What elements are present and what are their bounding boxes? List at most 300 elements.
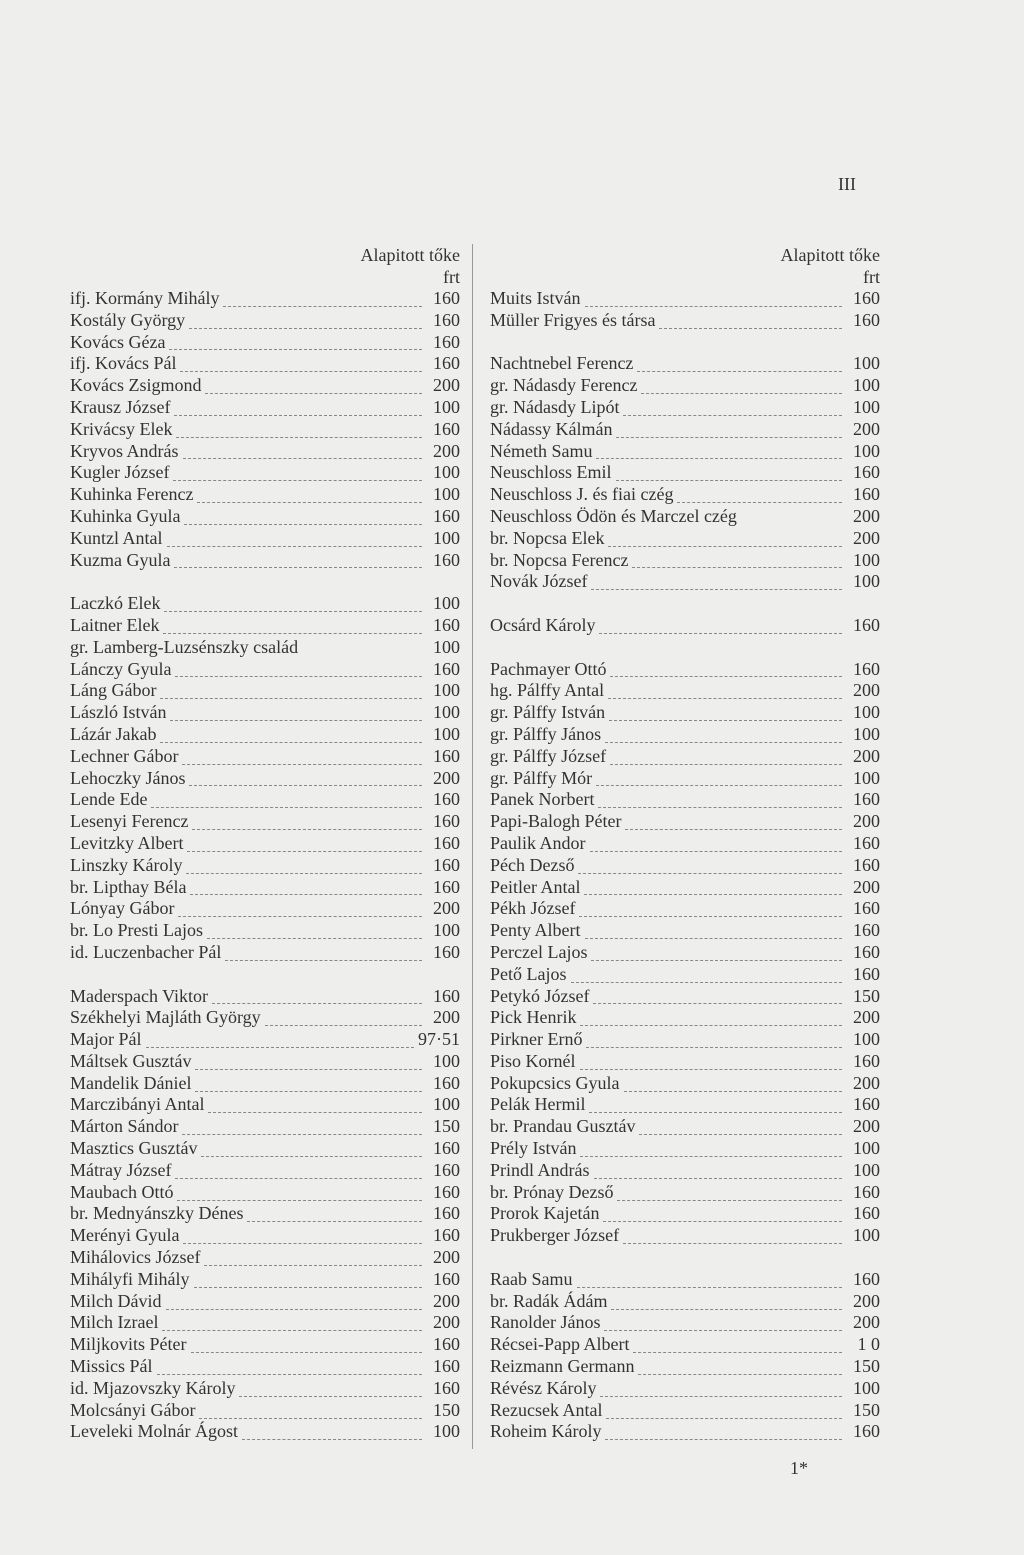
entry-value: 100 [853, 767, 880, 788]
dot-leader [638, 1359, 842, 1375]
entry-value: 100 [433, 636, 460, 657]
entry-value: 160 [433, 288, 460, 308]
entry-value: 200 [433, 898, 460, 919]
list-item [70, 659, 460, 681]
dot-leader [208, 1097, 422, 1113]
entry-name: Lechner Gábor [70, 745, 179, 766]
entry-name: Kryvos András [70, 440, 179, 461]
right-rows [490, 288, 880, 1443]
list-item [70, 811, 460, 833]
entry-value: 160 [433, 789, 460, 810]
list-item [490, 419, 880, 441]
list-item [490, 811, 880, 833]
entry-value: 200 [853, 527, 880, 548]
entry-value: 100 [433, 1421, 460, 1442]
list-item [70, 768, 460, 790]
list-item [70, 1378, 460, 1400]
list-item [490, 724, 880, 746]
dot-leader [599, 618, 842, 634]
entry-name: Panek Norbert [490, 789, 595, 810]
entry-value: 160 [853, 789, 880, 810]
entry-value: 1 0 [857, 1334, 880, 1355]
list-item [490, 746, 880, 768]
dot-leader [242, 1424, 422, 1440]
list-item [490, 1400, 880, 1422]
entry-value: 200 [853, 680, 880, 701]
dot-leader [183, 443, 423, 459]
list-item [490, 833, 880, 855]
entry-name: Prindl András [490, 1159, 590, 1180]
entry-value: 160 [433, 614, 460, 635]
entry-value: 97·51 [418, 1029, 460, 1050]
right-header-unit: frt [863, 267, 880, 287]
list-item [490, 441, 880, 463]
entry-name: Ranolder János [490, 1312, 601, 1333]
entry-value: 200 [853, 1072, 880, 1093]
entry-value: 200 [433, 1247, 460, 1268]
entry-value: 100 [433, 484, 460, 505]
entry-value: 150 [853, 1356, 880, 1377]
entry-name: id. Mjazovszky Károly [70, 1377, 236, 1398]
dot-leader [205, 378, 422, 394]
entry-value: 160 [433, 811, 460, 832]
entry-value: 100 [433, 462, 460, 483]
entry-value: 160 [853, 920, 880, 941]
entry-value: 100 [853, 702, 880, 723]
dot-leader [579, 901, 842, 917]
list-item [70, 288, 460, 310]
list-item [70, 1269, 460, 1291]
list-item [70, 942, 460, 964]
dot-leader [189, 770, 422, 786]
list-item [490, 1182, 880, 1204]
dot-leader [178, 901, 422, 917]
dot-leader [183, 1228, 422, 1244]
list-item [490, 942, 880, 964]
left-header-title: Alapitott tőke [360, 245, 460, 265]
entry-name: Kugler József [70, 462, 170, 483]
list-item [490, 1116, 880, 1138]
dot-leader [584, 879, 842, 895]
dot-leader [169, 334, 422, 350]
dot-leader [591, 574, 842, 590]
list-item [70, 680, 460, 702]
list-item [70, 1400, 460, 1422]
right-column-header [490, 244, 880, 288]
entry-name: Major Pál [70, 1029, 142, 1050]
entry-value: 160 [433, 1159, 460, 1180]
dot-leader [633, 1337, 842, 1353]
entry-value: 160 [853, 832, 880, 853]
entry-name: Penty Albert [490, 920, 581, 941]
entry-value: 160 [853, 484, 880, 505]
entry-value: 100 [853, 375, 880, 396]
dot-leader [608, 683, 842, 699]
entry-name: Mandelik Dániel [70, 1072, 192, 1093]
entry-name: Nachtnebel Ferencz [490, 353, 634, 374]
entry-name: Láng Gábor [70, 680, 157, 701]
list-item [70, 375, 460, 397]
entry-value: 160 [853, 1203, 880, 1224]
dot-leader [225, 945, 422, 961]
entry-value: 100 [853, 549, 880, 570]
entry-name: Lázár Jakab [70, 723, 157, 744]
entry-value: 100 [433, 702, 460, 723]
dot-leader [197, 487, 422, 503]
entry-value: 100 [433, 593, 460, 614]
dot-leader [605, 1424, 842, 1440]
entry-name: gr. Nádasdy Ferencz [490, 375, 638, 396]
entry-name: Pékh József [490, 898, 576, 919]
dot-leader [611, 1294, 842, 1310]
list-item [490, 768, 880, 790]
list-item [70, 397, 460, 419]
dot-leader [623, 400, 842, 416]
list-item [490, 920, 880, 942]
entry-name: Pokupcsics Gyula [490, 1072, 620, 1093]
entry-value: 100 [853, 571, 880, 592]
entry-name: Linszky Károly [70, 854, 183, 875]
list-item [70, 855, 460, 877]
entry-value: 100 [853, 1029, 880, 1050]
list-item [70, 484, 460, 506]
list-item [490, 1203, 880, 1225]
entry-value: 100 [433, 1050, 460, 1071]
dot-leader [585, 923, 843, 939]
dot-leader [191, 1337, 423, 1353]
dot-leader [603, 1206, 842, 1222]
dot-leader [223, 291, 422, 307]
dot-leader [199, 1403, 422, 1419]
dot-leader [186, 858, 422, 874]
dot-leader [187, 836, 422, 852]
list-item [70, 833, 460, 855]
list-item [70, 1225, 460, 1247]
dot-leader [586, 1032, 842, 1048]
entry-name: gr. Pálffy Mór [490, 767, 593, 788]
dot-leader [591, 945, 842, 961]
dot-leader [604, 1315, 842, 1331]
entry-value: 160 [853, 614, 880, 635]
entry-value: 100 [853, 1377, 880, 1398]
list-item [70, 528, 460, 550]
entry-value: 160 [853, 1050, 880, 1071]
list-item [70, 746, 460, 768]
dot-leader [606, 1403, 842, 1419]
dot-leader [160, 727, 422, 743]
list-item [490, 1334, 880, 1356]
entry-name: László István [70, 702, 167, 723]
dot-leader [201, 1141, 422, 1157]
entry-value: 160 [433, 505, 460, 526]
dot-leader [175, 661, 422, 677]
entry-name: Missics Pál [70, 1356, 153, 1377]
list-item [490, 375, 880, 397]
entry-value: 160 [433, 1072, 460, 1093]
list-item [490, 332, 880, 354]
entry-name: Miljkovits Péter [70, 1334, 187, 1355]
dot-leader [580, 1141, 842, 1157]
list-item [490, 789, 880, 811]
entry-value: 100 [433, 723, 460, 744]
dot-leader [610, 749, 842, 765]
dot-leader [157, 1359, 422, 1375]
dot-leader [175, 1163, 422, 1179]
entry-name: br. Prónay Dezső [490, 1181, 614, 1202]
dot-leader [624, 1076, 843, 1092]
entry-value: 150 [853, 1399, 880, 1420]
dot-leader [616, 422, 842, 438]
entry-name: Pirkner Ernő [490, 1029, 583, 1050]
entry-name: Kuzma Gyula [70, 549, 171, 570]
entry-name: Lónyay Gábor [70, 898, 175, 919]
entry-name: Levitzky Albert [70, 832, 184, 853]
list-item [70, 1029, 460, 1051]
entry-name: Molcsányi Gábor [70, 1399, 196, 1420]
list-item [490, 1029, 880, 1051]
entry-name: Paulik Andor [490, 832, 586, 853]
entry-name: br. Nopcsa Elek [490, 527, 605, 548]
list-item [490, 1421, 880, 1443]
entry-name: Lánczy Gyula [70, 658, 172, 679]
dot-leader [167, 531, 423, 547]
list-item [490, 1073, 880, 1095]
dot-leader [190, 879, 422, 895]
entry-name: gr. Pálffy János [490, 723, 602, 744]
entry-value: 200 [853, 418, 880, 439]
list-item [490, 1051, 880, 1073]
list-item [490, 702, 880, 724]
dot-leader [623, 1228, 842, 1244]
list-item [70, 1160, 460, 1182]
dot-leader [174, 400, 422, 416]
list-item [490, 1138, 880, 1160]
dot-leader [617, 1185, 842, 1201]
dot-leader [593, 988, 842, 1004]
entry-name: Laitner Elek [70, 614, 160, 635]
entry-name: Roheim Károly [490, 1421, 602, 1442]
list-item [70, 462, 460, 484]
entry-name: Székhelyi Majláth György [70, 1007, 261, 1028]
entry-name: br. Nopcsa Ferencz [490, 549, 629, 570]
entry-value: 160 [433, 1268, 460, 1289]
entry-name: Milch Dávid [70, 1290, 162, 1311]
entry-value: 160 [433, 1138, 460, 1159]
entry-name: ifj. Kovács Pál [70, 353, 177, 374]
dot-leader [571, 967, 843, 983]
entry-name: Maderspach Viktor [70, 985, 209, 1006]
list-item [70, 615, 460, 637]
entry-value: 160 [433, 331, 460, 352]
list-item [70, 986, 460, 1008]
signature-mark: 1* [790, 1458, 808, 1478]
entry-name: Kovács Géza [70, 331, 166, 352]
entry-name: Maubach Ottó [70, 1181, 174, 1202]
entry-value: 160 [433, 353, 460, 374]
dot-leader [151, 792, 422, 808]
list-item [490, 637, 880, 659]
dot-leader [160, 683, 422, 699]
entry-name: Pachmayer Ottó [490, 658, 607, 679]
entry-value: 100 [433, 396, 460, 417]
dot-leader [677, 487, 842, 503]
entry-value: 160 [853, 1094, 880, 1115]
entry-name: Marczibányi Antal [70, 1094, 205, 1115]
entry-name: Milch Izrael [70, 1312, 159, 1333]
entry-value: 100 [853, 723, 880, 744]
entry-name: Raab Samu [490, 1268, 573, 1289]
list-item [490, 1247, 880, 1269]
entry-name: br. Prandau Gusztáv [490, 1116, 636, 1137]
list-item [490, 353, 880, 375]
entry-value: 160 [433, 1377, 460, 1398]
entry-value: 100 [853, 440, 880, 461]
dot-leader [596, 770, 842, 786]
entry-value: 160 [853, 854, 880, 875]
entry-value: 200 [433, 1007, 460, 1028]
list-item [70, 1116, 460, 1138]
entry-name: Péch Dezső [490, 854, 575, 875]
list-item [70, 1007, 460, 1029]
entry-name: Pelák Hermil [490, 1094, 586, 1115]
list-item [490, 659, 880, 681]
entry-value: 160 [853, 963, 880, 984]
list-item [490, 571, 880, 593]
entry-name: Lehoczky János [70, 767, 186, 788]
dot-leader [639, 1119, 842, 1135]
entry-name: Mihályfi Mihály [70, 1268, 190, 1289]
list-item [490, 1378, 880, 1400]
list-item [490, 310, 880, 332]
entry-name: br. Lo Presti Lajos [70, 920, 203, 941]
entry-name: Kovács Zsigmond [70, 375, 202, 396]
list-item [490, 550, 880, 572]
dot-leader [184, 509, 422, 525]
entry-value: 100 [433, 1094, 460, 1115]
dot-leader [616, 465, 843, 481]
list-item [490, 288, 880, 310]
entry-value: 200 [433, 375, 460, 396]
list-item [490, 593, 880, 615]
entry-value: 150 [433, 1399, 460, 1420]
dot-leader [164, 596, 422, 612]
list-item [70, 1291, 460, 1313]
entry-name: Krausz József [70, 396, 171, 417]
entry-name: Reizmann Germann [490, 1356, 635, 1377]
list-item [70, 789, 460, 811]
list-item [490, 462, 880, 484]
dot-leader [585, 291, 842, 307]
entry-value: 160 [433, 832, 460, 853]
list-item [490, 855, 880, 877]
entry-value: 200 [853, 505, 880, 526]
dot-leader [146, 1032, 415, 1048]
entry-name: Kuntzl Antal [70, 527, 163, 548]
list-item [70, 877, 460, 899]
dot-leader [195, 1076, 422, 1092]
list-item [70, 702, 460, 724]
entry-name: Prély István [490, 1138, 577, 1159]
entry-value: 160 [433, 658, 460, 679]
dot-leader [594, 1163, 842, 1179]
entry-name: Neuschloss Emil [490, 462, 612, 483]
list-item [70, 1312, 460, 1334]
entry-name: Mihálovics József [70, 1247, 201, 1268]
list-item [490, 1094, 880, 1116]
list-item [70, 1073, 460, 1095]
left-header-unit: frt [443, 267, 460, 287]
dot-leader [207, 923, 422, 939]
list-item [490, 506, 880, 528]
dot-leader [182, 1119, 422, 1135]
entry-value: 200 [853, 811, 880, 832]
entry-value: 100 [853, 396, 880, 417]
entry-value: 100 [853, 1159, 880, 1180]
entry-name: Leveleki Molnár Ágost [70, 1421, 238, 1442]
entry-name: Márton Sándor [70, 1116, 179, 1137]
entry-name: Récsei-Papp Albert [490, 1334, 630, 1355]
entry-name: Krivácsy Elek [70, 418, 173, 439]
entry-value: 200 [433, 1290, 460, 1311]
list-item [70, 920, 460, 942]
entry-value: 160 [433, 941, 460, 962]
list-item [70, 419, 460, 441]
list-item [490, 964, 880, 986]
entry-value: 160 [433, 1356, 460, 1377]
dot-leader [590, 836, 842, 852]
list-item [490, 898, 880, 920]
list-item [70, 964, 460, 986]
entry-name: ifj. Kormány Mihály [70, 288, 220, 308]
dot-leader [192, 814, 422, 830]
entry-value: 160 [853, 1181, 880, 1202]
list-item [490, 397, 880, 419]
list-item [490, 680, 880, 702]
entry-value: 160 [433, 1181, 460, 1202]
entry-value: 160 [433, 854, 460, 875]
entry-name: Kuhinka Gyula [70, 505, 181, 526]
list-item [70, 1203, 460, 1225]
entry-name: Merényi Gyula [70, 1225, 180, 1246]
dot-leader [578, 858, 842, 874]
entry-name: Müller Frigyes és társa [490, 309, 656, 330]
column-divider [472, 244, 473, 1449]
list-item [70, 310, 460, 332]
entry-name: Kuhinka Ferencz [70, 484, 194, 505]
list-item [70, 1356, 460, 1378]
entry-name: Masztics Gusztáv [70, 1138, 198, 1159]
dot-leader [265, 1010, 422, 1026]
entry-value: 160 [433, 745, 460, 766]
list-item [70, 1182, 460, 1204]
entry-name: Ocsárd Károly [490, 614, 596, 635]
list-item [490, 877, 880, 899]
list-item [70, 898, 460, 920]
entry-name: br. Lipthay Béla [70, 876, 187, 897]
entry-value: 160 [433, 309, 460, 330]
dot-leader [174, 552, 422, 568]
dot-leader [625, 814, 842, 830]
list-item [70, 1421, 460, 1443]
entry-name: br. Radák Ádám [490, 1290, 608, 1311]
entry-name: br. Mednyánszky Dénes [70, 1203, 244, 1224]
list-item [70, 593, 460, 615]
entry-value: 100 [433, 527, 460, 548]
list-item [70, 550, 460, 572]
entry-value: 100 [433, 680, 460, 701]
list-item [490, 615, 880, 637]
entry-value: 160 [433, 418, 460, 439]
